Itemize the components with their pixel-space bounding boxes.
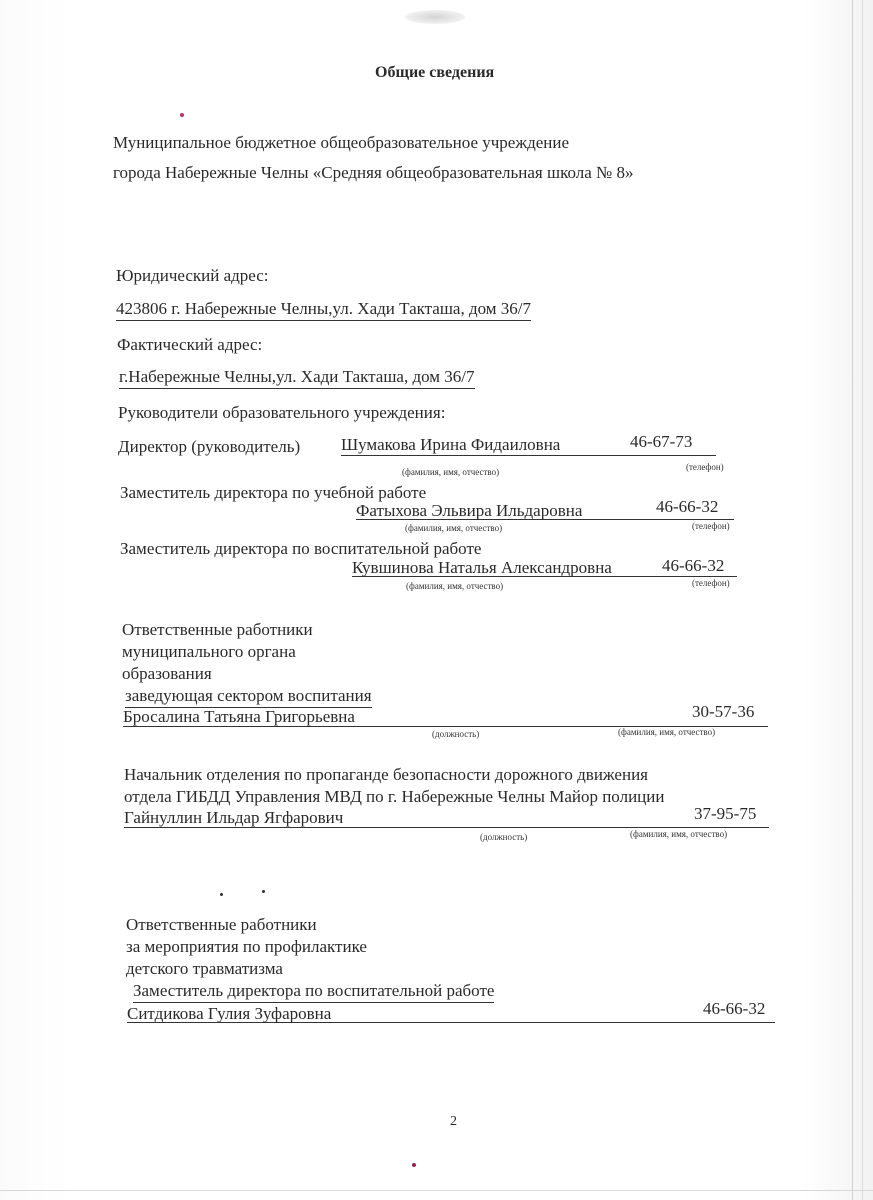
- prevention-line-2: за мероприятия по профилактике: [126, 937, 367, 956]
- deputy-study-phone-caption: (телефон): [692, 521, 730, 531]
- actual-address-label: Фактический адрес:: [117, 335, 263, 354]
- municipal-phone: 30-57-36: [692, 702, 755, 721]
- municipal-name: Бросалина Татьяна Григорьевна: [123, 707, 355, 726]
- director-phone: 46-67-73: [630, 432, 693, 451]
- actual-address-value: г.Набережные Челны,ул. Хади Такташа, дом 36/7: [119, 367, 475, 389]
- legal-address-label: Юридический адрес:: [116, 266, 269, 285]
- scan-smudge-top: [405, 10, 465, 24]
- traffic-police-position-caption: (должность): [480, 832, 528, 842]
- municipal-position: заведующая сектором воспитания: [125, 686, 372, 708]
- deputy-study-phone: 46-66-32: [656, 497, 719, 516]
- prevention-underline: [127, 1022, 775, 1023]
- leaders-heading: Руководители образовательного учреждения:: [118, 403, 446, 422]
- page-number: 2: [450, 1114, 457, 1129]
- director-fio-caption: (фамилия, имя, отчество): [402, 467, 500, 477]
- director-name: Шумакова Ирина Фидаиловна: [341, 435, 561, 454]
- scan-mark-2: [262, 890, 265, 893]
- scan-dot-2: [412, 1163, 416, 1167]
- deputy-study-underline: [356, 519, 734, 520]
- page-title: Общие сведения: [375, 64, 495, 81]
- director-label: Директор (руководитель): [118, 437, 301, 456]
- deputy-upbringing-label: Заместитель директора по воспитательной работе: [120, 539, 482, 558]
- prevention-line-1: Ответственные работники: [126, 915, 317, 934]
- sheet-edge-right: [852, 0, 853, 1200]
- traffic-police-name: Гайнуллин Ильдар Ягфарович: [124, 808, 344, 827]
- sheet-edge-right-2: [862, 0, 863, 1200]
- director-phone-caption: (телефон): [686, 462, 724, 472]
- traffic-police-fio-caption: (фамилия, имя, отчество): [630, 829, 728, 839]
- traffic-police-phone: 37-95-75: [694, 804, 757, 823]
- prevention-line-3: детского травматизма: [126, 959, 283, 978]
- deputy-upbringing-underline: [352, 576, 737, 577]
- legal-address-value: 423806 г. Набережные Челны,ул. Хади Такташа, дом 36/7: [116, 299, 531, 321]
- scan-dot: [180, 113, 184, 117]
- traffic-police-line-1: Начальник отделения по пропаганде безопасности дорожного движения: [124, 765, 648, 784]
- institution-line-2: города Набережные Челны «Средняя общеобразовательная школа № 8»: [113, 163, 634, 182]
- sheet-edge-bottom: [0, 1190, 873, 1191]
- deputy-upbringing-fio-caption: (фамилия, имя, отчество): [406, 581, 504, 591]
- municipal-position-caption: (должность): [432, 729, 480, 739]
- prevention-phone: 46-66-32: [703, 999, 766, 1018]
- deputy-study-fio-caption: (фамилия, имя, отчество): [405, 523, 503, 533]
- scan-mark-1: [220, 893, 223, 896]
- prevention-position: Заместитель директора по воспитательной работе: [133, 981, 494, 1003]
- prevention-name: Ситдикова Гулия Зуфаровна: [127, 1004, 332, 1023]
- municipal-line-1: Ответственные работники: [122, 620, 313, 639]
- deputy-upbringing-name: Кувшинова Наталья Александровна: [352, 558, 612, 577]
- deputy-study-name: Фатыхова Эльвира Ильдаровна: [356, 501, 583, 520]
- municipal-line-2: муниципального органа: [122, 642, 296, 661]
- municipal-line-3: образования: [122, 664, 212, 683]
- deputy-study-label: Заместитель директора по учебной работе: [120, 483, 427, 502]
- institution-line-1: Муниципальное бюджетное общеобразовательное учреждение: [113, 133, 570, 152]
- traffic-police-line-2: отдела ГИБДД Управления МВД по г. Набережные Челны Майор полиции: [124, 787, 665, 806]
- director-underline: [341, 455, 716, 456]
- municipal-fio-caption: (фамилия, имя, отчество): [618, 727, 716, 737]
- deputy-upbringing-phone: 46-66-32: [662, 556, 725, 575]
- deputy-upbringing-phone-caption: (телефон): [692, 578, 730, 588]
- traffic-police-underline: [124, 827, 769, 828]
